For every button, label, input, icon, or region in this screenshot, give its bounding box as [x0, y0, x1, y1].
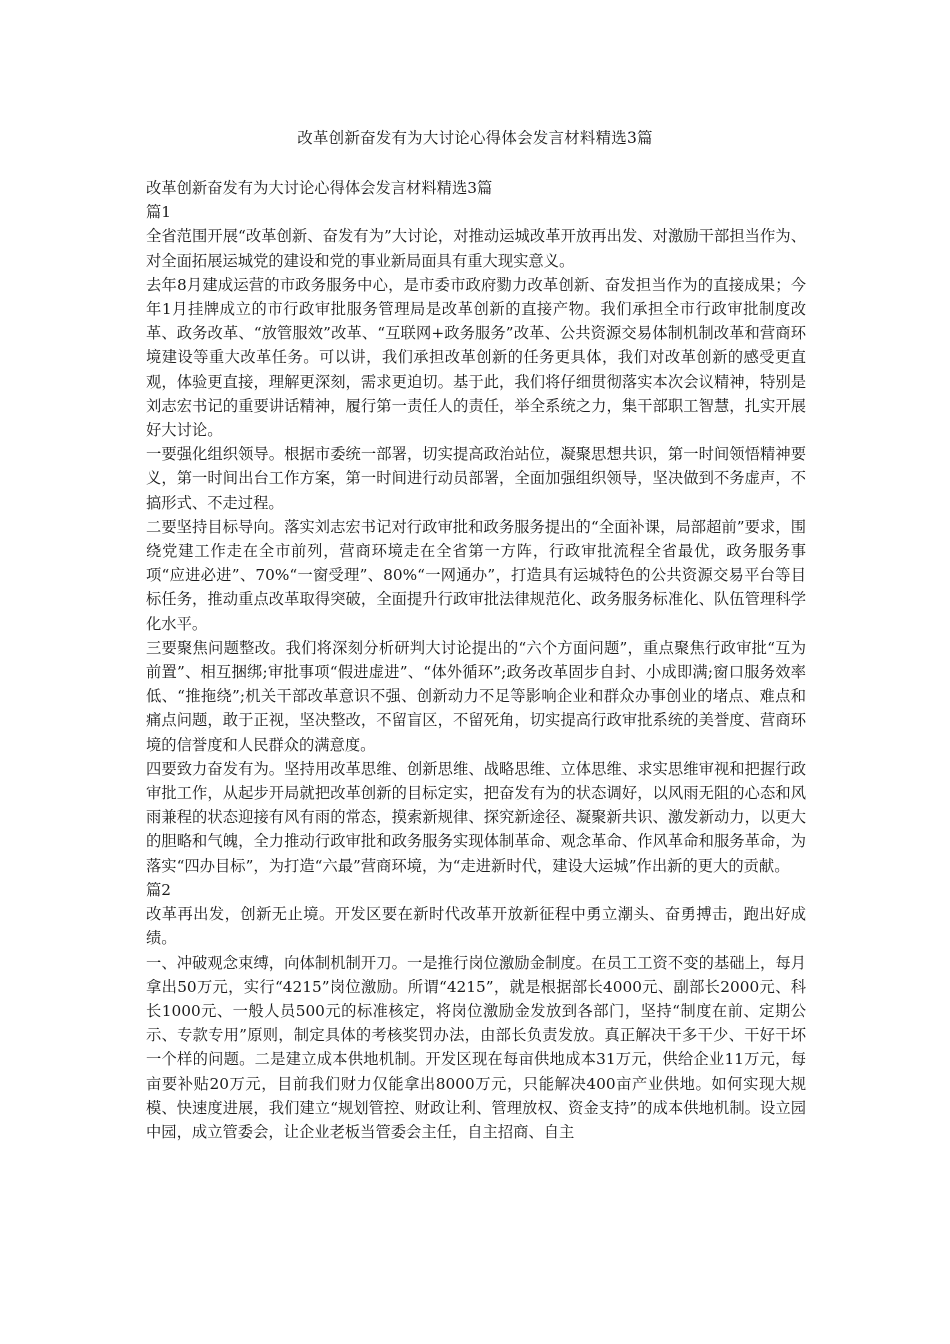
paragraph: 一、冲破观念束缚，向体制机制开刀。一是推行岗位激励金制度。在员工工资不变的基础上，每月拿出50万元，实行“4215”岗位激励。所谓“4215”，就是根据部长4000元、副部长2000元、科长1000元、一般人员500元的标准核定，将岗位激励金发放到各部门，坚持“制度在前、定期公示、专款专用”原则，制定具体的考核奖罚办法，由部长负责发放。真正解决干多干少、干好干坏一个样的问题。二是建立成本供地机制。开发区现在每亩供地成本31万元，供给企业11万元，每亩要补贴20万元，目前我们财力仅能拿出8000万元，只能解决400亩产业供地。如何实现大规模、快速度进展，我们建立“规划管控、财政让利、管理放权、资金支持”的成本供地机制。设立园中园，成立管委会，让企业老板当管委会主任，自主招商、自主 [146, 953, 806, 1141]
document-title: 改革创新奋发有为大讨论心得体会发言材料精选3篇 [297, 129, 653, 147]
paragraph: 改革再出发，创新无止境。开发区要在新时代改革开放新征程中勇立潮头、奋勇搏击，跑出好成绩。 [146, 905, 806, 948]
body-heading: 改革创新奋发有为大讨论心得体会发言材料精选3篇 [146, 179, 493, 197]
section-label-2: 篇2 [146, 880, 172, 899]
paragraph: 全省范围开展“改革创新、奋发有为”大讨论，对推动运城改革开放再出发、对激励干部担当作为、对全面拓展运城党的建设和党的事业新局面具有重大现实意义。 [146, 227, 806, 270]
paragraph: 三要聚焦问题整改。我们将深刻分析研判大讨论提出的“六个方面问题”，重点聚焦行政审批“互为前置”、相互捆绑;审批事项“假进虚进”、“体外循环”;政务改革固步自封、小成即满;窗口服务效率低、“推拖绕”;机关干部改革意识不强、创新动力不足等影响企业和群众办事创业的堵点、难点和痛点问题，敢于正视，坚决整改，不留盲区，不留死角，切实提高行政审批系统的美誉度、营商环境的信誉度和人民群众的满意度。 [146, 638, 806, 754]
paragraph: 去年8月建成运营的市政务服务中心，是市委市政府勠力改革创新、奋发担当作为的直接成果；今年1月挂牌成立的市行政审批服务管理局是改革创新的直接产物。我们承担全市行政审批制度改革、政务改革、“放管服效”改革、“互联网+政务服务”改革、公共资源交易体制机制改革和营商环境建设等重大改革任务。可以讲，我们承担改革创新的任务更具体，我们对改革创新的感受更直观，体验更直接，理解更深刻，需求更迫切。基于此，我们将仔细贯彻落实本次会议精神，特别是刘志宏书记的重要讲话精神，履行第一责任人的责任，举全系统之力，集干部职工智慧，扎实开展好大讨论。 [146, 275, 806, 440]
paragraph: 四要致力奋发有为。坚持用改革思维、创新思维、战略思维、立体思维、求实思维审视和把握行政审批工作，从起步开局就把改革创新的目标定实，把奋发有为的状态调好，以风雨无阻的心态和风雨兼程的状态迎接有风有雨的常态，摸索新规律、探究新途径、凝聚新共识、激发新动力，以更大的胆略和气魄，全力推动行政审批和政务服务实现体制革命、观念革命、作风革命和服务革命，为落实“四办目标”，为打造“六最”营商环境，为“走进新时代，建设大运城”作出新的更大的贡献。 [146, 759, 806, 875]
paragraph: 一要强化组织领导。根据市委统一部署，切实提高政治站位，凝聚思想共识，第一时间领悟精神要义，第一时间出台工作方案，第一时间进行动员部署，全面加强组织领导，坚决做到不务虚声，不搞形式、不走过程。 [146, 445, 806, 512]
document-body [146, 176, 806, 1144]
paragraph: 二要坚持目标导向。落实刘志宏书记对行政审批和政务服务提出的“全面补课，局部超前”要求，围绕党建工作走在全市前列，营商环境走在全省第一方阵，行政审批流程全省最优，政务服务事项“应进必进”、70%“一窗受理”、80%“一网通办”，打造具有运城特色的公共资源交易平台等目标任务，推动重点改革取得突破，全面提升行政审批法律规范化、政务服务标准化、队伍管理科学化水平。 [146, 517, 806, 633]
section-label-1: 篇1 [146, 203, 172, 222]
